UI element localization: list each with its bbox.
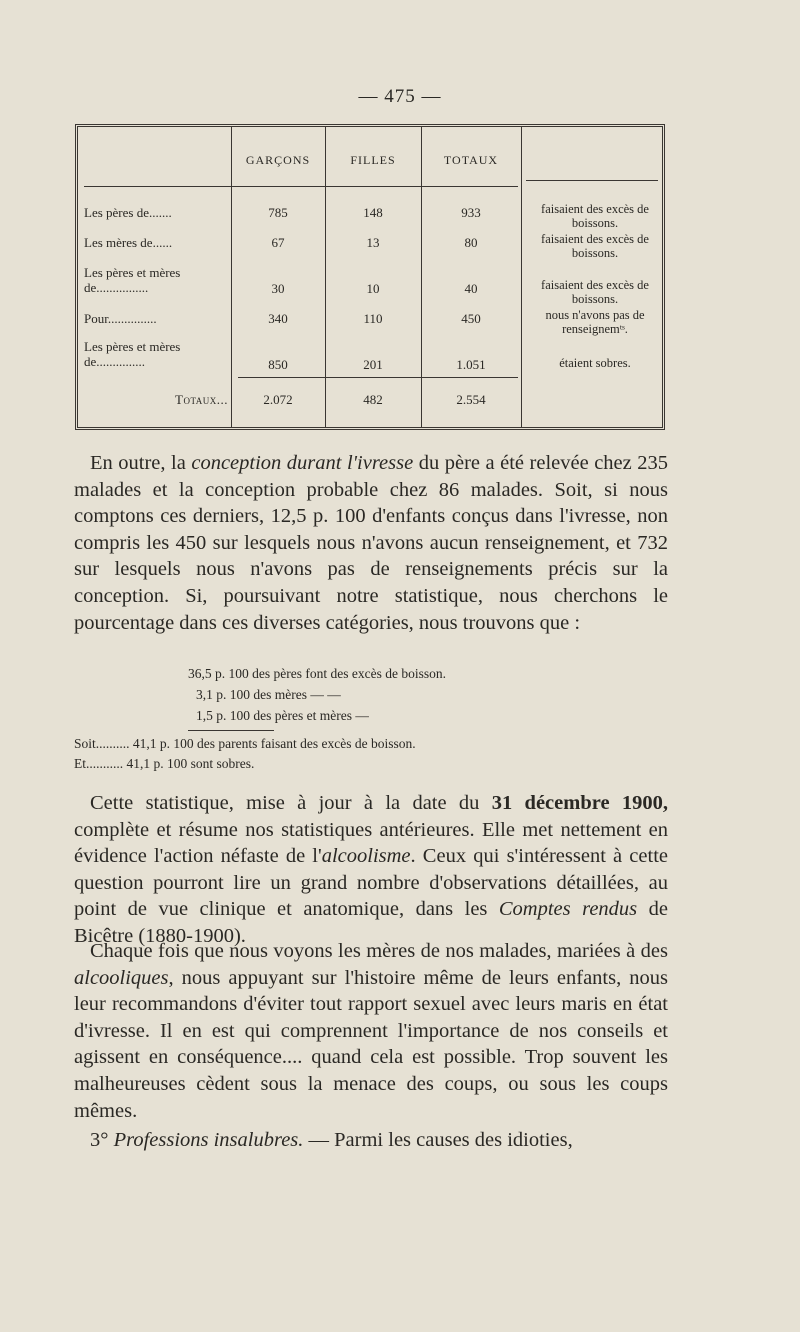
- row-note: étaient sobres.: [559, 356, 631, 370]
- cell-totaux: 933: [461, 205, 481, 220]
- cell-garcons: 340: [268, 311, 288, 326]
- header-garcons: GARÇONS: [245, 153, 311, 167]
- paragraph-conception: En outre, la conception durant l'ivresse du père a été relevée chez 235 malades et la conception probable chez 86 malades. Soit, si nous comptons ces derniers, 12,5 p. 100 d'enfants conçus dans l'ivresse, non compris les 450 sur lesquels nous n'avons aucun renseignement, et 732 sur lesquels nous n'avons pas de renseignements précis sur la conception. Si, poursuivant notre statistique, nous cherchons le pourcentage dans ces diverses catégories, nous trouvons que :: [74, 452, 668, 634]
- percentage-row: 36,5 p. 100 des pères font des excès de boisson.: [188, 666, 446, 681]
- cell-garcons: 785: [268, 205, 288, 220]
- statistics-table: [75, 124, 665, 430]
- page-number: — 475 —: [358, 86, 442, 107]
- row-note: nous n'avons pas de renseignemᵗˢ.: [545, 308, 645, 336]
- row-label: Les mères de......: [84, 235, 173, 250]
- cell-totaux: 450: [461, 311, 481, 326]
- percentage-row: 3,1 p. 100 des mères — —: [196, 687, 341, 702]
- total-filles: 482: [363, 392, 383, 407]
- total-garcons: 2.072: [263, 392, 293, 407]
- cell-garcons: 67: [271, 235, 285, 250]
- row-note: faisaient des excès de boissons.: [541, 278, 649, 306]
- percentage-row: Et........... 41,1 p. 100 sont sobres.: [74, 756, 255, 771]
- cell-filles: 13: [366, 235, 380, 250]
- row-label: Pour...............: [84, 311, 157, 326]
- cell-totaux: 1.051: [456, 357, 486, 372]
- totals-label: Totaux...: [175, 392, 228, 407]
- italic-phrase: conception durant l'ivresse: [191, 452, 414, 474]
- cell-totaux: 40: [464, 281, 478, 296]
- percentage-row: 1,5 p. 100 des pères et mères —: [196, 708, 369, 723]
- row-note: faisaient des excès de boissons.: [541, 202, 649, 230]
- paragraph-professions: 3° Professions insalubres. — Parmi les causes des idioties,: [90, 1129, 573, 1151]
- header-filles: FILLES: [350, 153, 396, 167]
- row-label: Les pères de.......: [84, 205, 172, 220]
- percentage-row: Soit.......... 41,1 p. 100 des parents faisant des excès de boisson.: [74, 736, 416, 751]
- cell-garcons: 30: [271, 281, 285, 296]
- paragraph-meres: Chaque fois que nous voyons les mères de nos malades, mariées à des alcooliques, nous appuyant sur l'histoire même de leurs enfants, nous leur recommandons d'éviter tout rapport sexuel avec leurs maris en état d'ivresse. Il en est qui comprennent l'importance de nos conseils et agissent en conséquence.... quand cela est possible. Trop souvent les malheureuses cèdent sous la menace des coups, ou sous les coups mêmes.: [74, 940, 668, 1122]
- header-totaux: TOTAUX: [443, 153, 499, 167]
- cell-garcons: 850: [268, 357, 288, 372]
- cell-filles: 10: [366, 281, 380, 296]
- row-label: Les pères et mères de................: [84, 265, 181, 295]
- paragraph-statistique: Cette statistique, mise à jour à la date du 31 décembre 1900, complète et résume nos statistiques antérieures. Elle met nettement en évidence l'action néfaste de l'alcoolisme. Ceux qui s'intéressent à cette question pourront lire un grand nombre d'observations détaillées, au point de vue clinique et anatomique, dans les Comptes rendus de Bicêtre (1880-1900).: [74, 792, 668, 947]
- cell-filles: 148: [363, 205, 383, 220]
- total-totaux: 2.554: [456, 392, 486, 407]
- row-label: Les pères et mères de...............: [84, 339, 181, 369]
- cell-filles: 201: [363, 357, 383, 372]
- cell-filles: 110: [363, 311, 383, 326]
- cell-totaux: 80: [464, 235, 478, 250]
- row-note: faisaient des excès de boissons.: [541, 232, 649, 260]
